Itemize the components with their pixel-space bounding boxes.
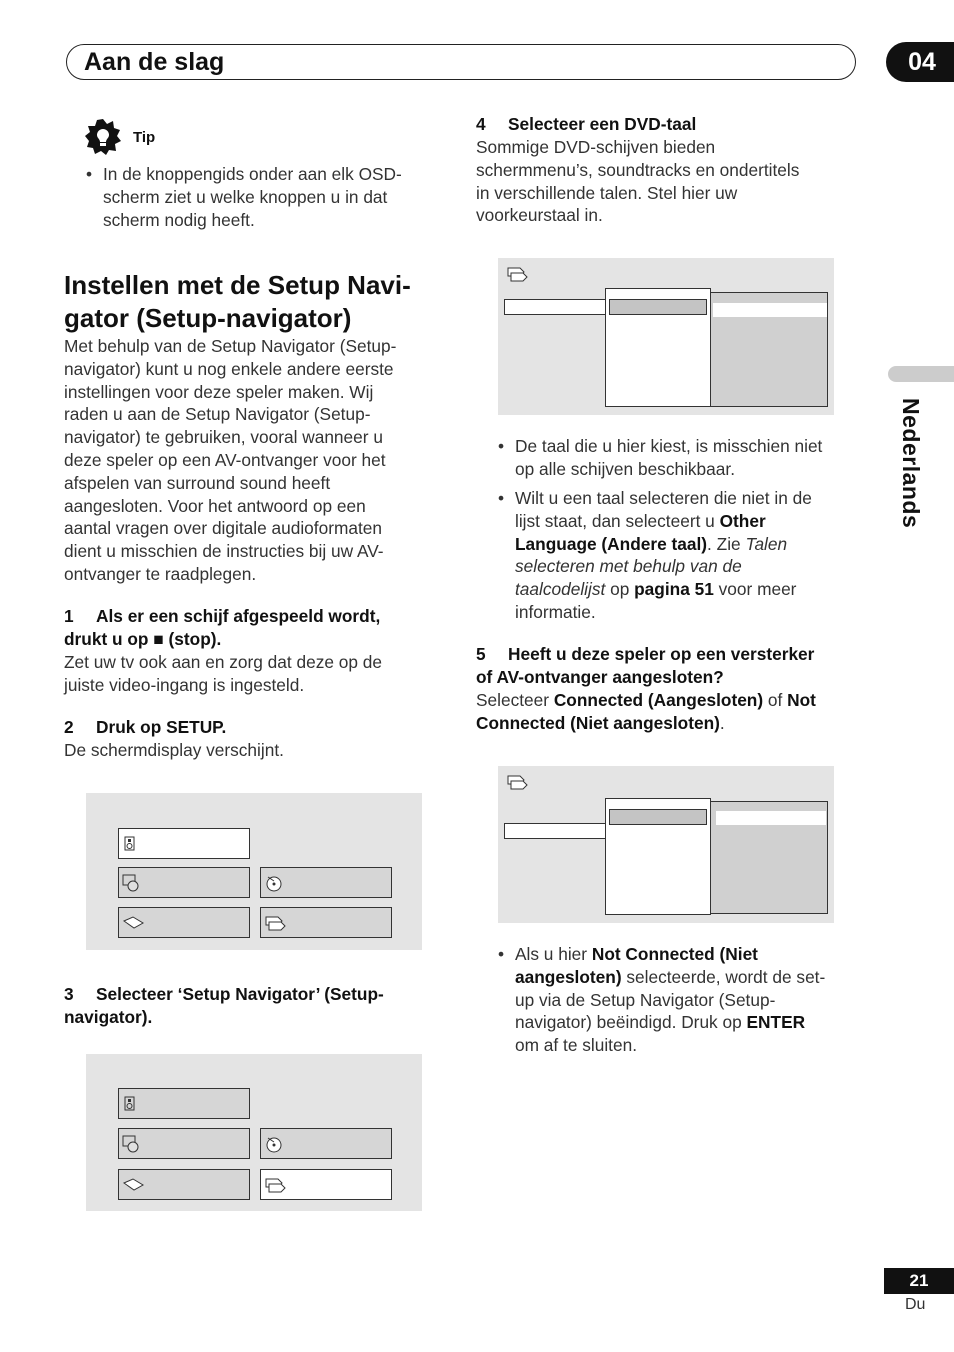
language-icon xyxy=(122,913,146,933)
video-settings-button[interactable] xyxy=(118,1128,250,1159)
tip-icon xyxy=(84,118,122,161)
note-not-connected: • Als u hier Not Connected (Niet aangesloten) selecteerde, wordt de set- up via de Setup Navigator (Setup- navigator) beëindigd. Druk op ENTER om af te sluiten. xyxy=(498,944,826,1056)
setup-navigator-icon xyxy=(506,264,530,284)
note-language-availability: • De taal die u hier kiest, is misschien niet op alle schijven beschikbaar. xyxy=(498,436,823,479)
video-settings-icon xyxy=(122,873,144,893)
disc-settings-icon xyxy=(264,1134,286,1154)
step-1-desc: Zet uw tv ook aan en zorg dat deze op de juiste video-ingang is ingesteld. xyxy=(64,652,382,695)
step-1-heading: 1 Als er een schijf afgespeeld wordt, drukt u op ■ (stop). xyxy=(64,606,381,649)
disc-settings-button[interactable] xyxy=(260,867,392,898)
audio-settings-button[interactable] xyxy=(118,1088,250,1119)
navigator-level-3[interactable] xyxy=(710,292,828,407)
step-5-desc: Selecteer Connected (Aangesloten) of Not Connected (Niet aangesloten). xyxy=(476,690,816,733)
audio-settings-button[interactable] xyxy=(118,828,250,859)
navigator-level-1[interactable] xyxy=(504,823,608,839)
setup-menu-screen xyxy=(86,793,422,950)
section-title: Instellen met de Setup Navi- gator (Setup-navigator) xyxy=(64,270,411,333)
note-other-language: • Wilt u een taal selecteren die niet in de lijst staat, dan selecteert u Other Language (Andere taal). Zie Talen selecteren met behulp van de taalcodelijst op pagina 51 voor meer informatie. xyxy=(498,488,812,622)
navigator-level-1[interactable] xyxy=(504,299,608,315)
setup-navigator-icon xyxy=(506,772,530,792)
navigator-level-2[interactable] xyxy=(605,288,711,407)
step-4-heading: 4 Selecteer een DVD-taal xyxy=(476,114,697,134)
step-5-heading: 5 Heeft u deze speler op een versterker of AV-ontvanger aangesloten? xyxy=(476,644,815,687)
navigator-language-screen xyxy=(498,258,834,415)
navigator-level-3[interactable] xyxy=(710,801,828,914)
step-4-desc: Sommige DVD-schijven bieden schermmenu’s, soundtracks en ondertitels in verschillende talen. Stel hier uw voorkeurstaal in. xyxy=(476,137,800,226)
language-button[interactable] xyxy=(118,1169,250,1200)
video-settings-icon xyxy=(122,1134,144,1154)
section-intro: Met behulp van de Setup Navigator (Setup- navigator) kunt u nog enkele andere eerste instellingen voor deze speler maken. Wij raden u aan de Setup Navigator (Setup- navigator) te gebruiken, vooral wanneer u deze speler op een AV-ontvanger voor het afspelen van surround sound heeft aangesloten. Voor het antwoord op een aantal vragen over digitale audioformaten dient u misschien de instructies bij uw AV- ontvanger te raadplegen. xyxy=(64,336,397,584)
tip-label: Tip xyxy=(133,129,156,146)
setup-navigator-button[interactable] xyxy=(260,907,392,938)
chapter-number: 04 xyxy=(886,42,954,82)
step-3-heading: 3 Selecteer ‘Setup Navigator’ (Setup- navigator). xyxy=(64,984,384,1027)
step-2-heading: 2 Druk op SETUP. xyxy=(64,717,227,737)
page-number: 21 xyxy=(884,1268,954,1294)
navigator-av-screen xyxy=(498,766,834,923)
video-settings-button[interactable] xyxy=(118,867,250,898)
highlighted-option[interactable] xyxy=(716,811,826,825)
disc-settings-icon xyxy=(264,873,286,893)
language-icon xyxy=(122,1175,146,1195)
navigator-level-2[interactable] xyxy=(605,798,711,915)
selected-option[interactable] xyxy=(609,809,707,825)
disc-settings-button[interactable] xyxy=(260,1128,392,1159)
audio-settings-icon xyxy=(122,834,144,854)
page-header-title: Aan de slag xyxy=(84,48,225,76)
language-button[interactable] xyxy=(118,907,250,938)
setup-navigator-icon xyxy=(264,913,288,933)
page-language-code: Du xyxy=(905,1296,926,1313)
step-2-desc: De schermdisplay verschijnt. xyxy=(64,740,284,760)
selected-option[interactable] xyxy=(609,299,707,315)
setup-menu-screen-navigator xyxy=(86,1054,422,1211)
tip-bullet: • In de knoppengids onder aan elk OSD- scherm ziet u welke knoppen u in dat scherm nodig heeft. xyxy=(86,164,402,230)
language-label: Nederlands xyxy=(898,398,924,529)
setup-navigator-icon xyxy=(264,1175,288,1195)
highlighted-language[interactable] xyxy=(713,303,827,317)
audio-settings-icon xyxy=(122,1094,144,1114)
language-tab xyxy=(888,366,954,382)
setup-navigator-button[interactable] xyxy=(260,1169,392,1200)
